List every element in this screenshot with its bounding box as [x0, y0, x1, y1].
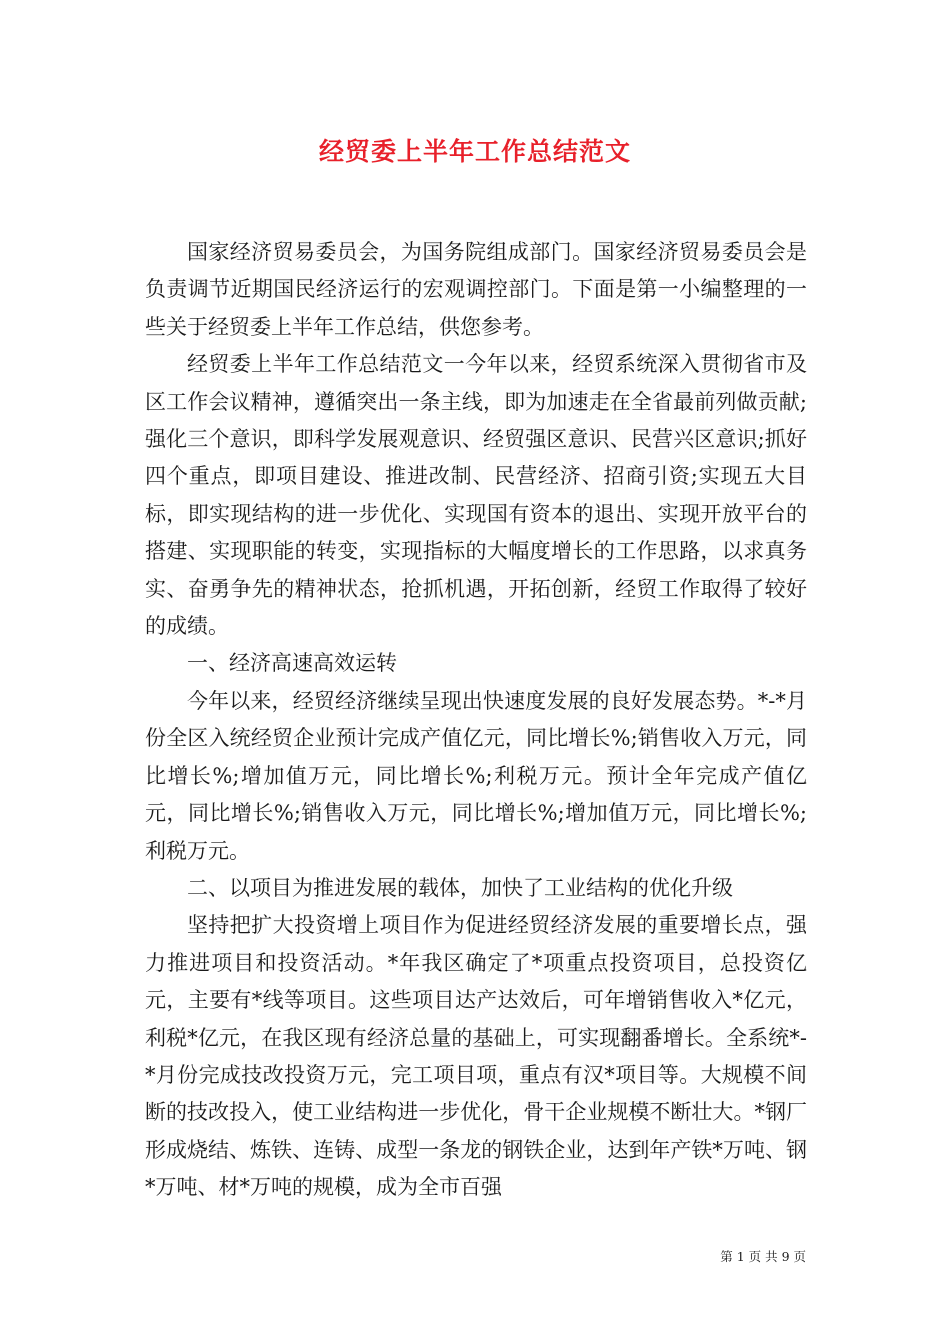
section-heading-1: 一、经济高速高效运转	[187, 651, 397, 676]
document-title: 经贸委上半年工作总结范文	[318, 137, 631, 166]
paragraph-intro: 国家经济贸易委员会，为国务院组成部门。国家经济贸易委员会是负责调节近期国民经济运行的宏观调控部门。下面是第一小编整理的一些关于经贸委上半年工作总结，供您参考。	[145, 240, 807, 339]
paragraph-economy: 今年以来，经贸经济继续呈现出快速度发展的良好发展态势。*-*月份全区入统经贸企业预计完成产值亿元，同比增长%;销售收入万元，同比增长%;增加值万元，同比增长%;利税万元。预计全年完成产值亿元，同比增长%;销售收入万元，同比增长%;增加值万元，同比增长%;利税万元。	[145, 688, 807, 863]
paragraph-overview: 经贸委上半年工作总结范文一今年以来，经贸系统深入贯彻省市及区工作会议精神，遵循突出一条主线，即为加速走在全省最前列做贡献;强化三个意识，即科学发展观意识、经贸强区意识、民营兴区意识;抓好四个重点，即项目建设、推进改制、民营经济、招商引资;实现五大目标，即实现结构的进一步优化、实现国有资本的退出、实现开放平台的搭建、实现职能的转变，实现指标的大幅度增长的工作思路，以求真务实、奋勇争先的精神状态，抢抓机遇，开拓创新，经贸工作取得了较好的成绩。	[145, 352, 807, 639]
paragraph-projects: 坚持把扩大投资增上项目作为促进经贸经济发展的重要增长点，强力推进项目和投资活动。*年我区确定了*项重点投资项目，总投资亿元，主要有*线等项目。这些项目达产达效后，可年增销售收入*亿元，利税*亿元，在我区现有经济总量的基础上，可实现翻番增长。全系统*-*月份完成技改投资万元，完工项目项，重点有汉*项目等。大规模不间断的技改投入，使工业结构进一步优化，骨干企业规模不断壮大。*钢厂形成烧结、炼铁、连铸、成型一条龙的钢铁企业，达到年产铁*万吨、钢*万吨、材*万吨的规模，成为全市百强	[145, 913, 807, 1200]
document-body	[145, 234, 807, 1207]
section-heading-2: 二、以项目为推进发展的载体，加快了工业结构的优化升级	[187, 875, 733, 900]
page-number-footer: 第 1 页 共 9 页	[720, 1249, 806, 1264]
